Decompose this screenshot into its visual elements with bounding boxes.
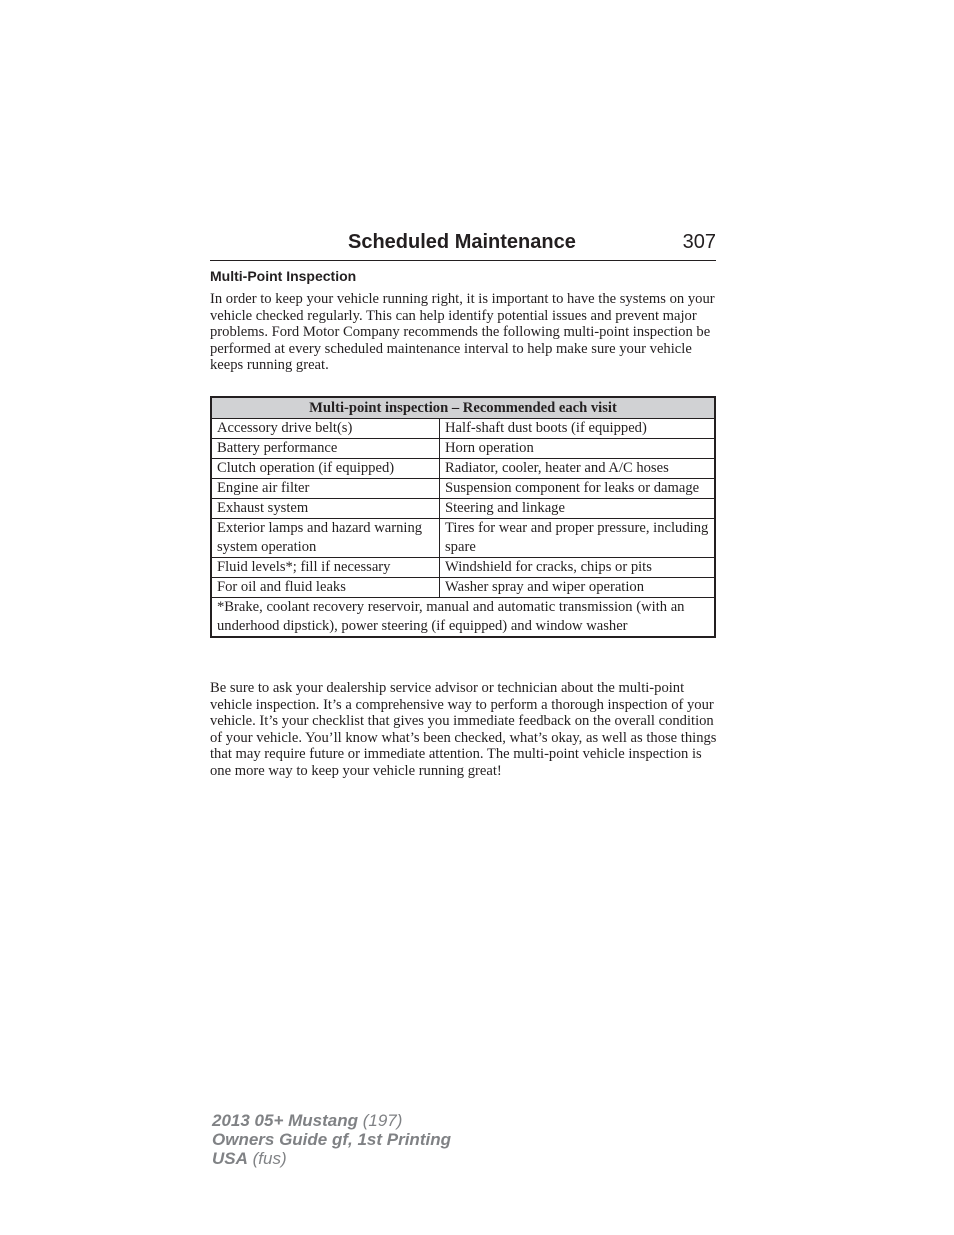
table-row — [211, 499, 715, 519]
footer-guide: Owners Guide gf, 1st Printing — [212, 1130, 451, 1149]
page-header — [210, 228, 716, 261]
table-cell: Tires for wear and proper pressure, including spare — [440, 519, 716, 558]
table-cell: Exterior lamps and hazard warning system operation — [211, 519, 440, 558]
table-cell: Accessory drive belt(s) — [211, 419, 440, 439]
footer-market: USA — [212, 1149, 248, 1168]
outro-paragraph: Be sure to ask your dealership service advisor or technician about the multi-point vehicle inspection. It’s a comprehensive way to perform a thorough inspection of your vehicle. It’s your checklist that gives you immediate feedback on the overall condition of your vehicle. You’ll know what’s been checked, what’s okay, as well as those things that may require future or immediate attention. The multi-point vehicle inspection is one more way to keep your vehicle running great! — [210, 680, 717, 779]
footer-model-code: (197) — [362, 1111, 403, 1130]
table-row — [211, 419, 715, 439]
table-cell: Half-shaft dust boots (if equipped) — [440, 419, 716, 439]
table-cell: Fluid levels*; fill if necessary — [211, 558, 440, 578]
table-cell: Washer spray and wiper operation — [440, 578, 716, 598]
footer-model: 2013 05+ Mustang — [212, 1111, 358, 1130]
table-cell: Exhaust system — [211, 499, 440, 519]
table-footnote-row — [211, 598, 715, 638]
section-heading: Multi-Point Inspection — [210, 268, 357, 284]
footer-market-code: (fus) — [252, 1149, 287, 1168]
table-cell: Steering and linkage — [440, 499, 716, 519]
table-row — [211, 459, 715, 479]
table-footnote: *Brake, coolant recovery reservoir, manual and automatic transmission (with an underhood dipstick), power steering (if equipped) and window washer — [211, 598, 715, 638]
table-cell: Radiator, cooler, heater and A/C hoses — [440, 459, 716, 479]
table-header: Multi-point inspection – Recommended each visit — [211, 397, 715, 419]
intro-paragraph: In order to keep your vehicle running right, it is important to have the systems on your vehicle checked regularly. This can help identify potential issues and prevent major problems. Ford Motor Company recommends the following multi-point inspection be performed at every scheduled maintenance interval to help make sure your vehicle keeps running great. — [210, 291, 715, 373]
footer-line-1 — [212, 1111, 451, 1130]
inspection-table — [210, 396, 716, 638]
table-cell: Horn operation — [440, 439, 716, 459]
table-cell: Engine air filter — [211, 479, 440, 499]
chapter-title: Scheduled Maintenance — [348, 231, 576, 253]
footer-line-3 — [212, 1149, 451, 1168]
table-row — [211, 578, 715, 598]
print-footer — [212, 1111, 451, 1168]
table-header-row — [211, 397, 715, 419]
table-cell: Battery performance — [211, 439, 440, 459]
table-cell: Clutch operation (if equipped) — [211, 459, 440, 479]
table-cell: Suspension component for leaks or damage — [440, 479, 716, 499]
table-cell: Windshield for cracks, chips or pits — [440, 558, 716, 578]
table-row — [211, 519, 715, 558]
table-row — [211, 479, 715, 499]
table-row — [211, 439, 715, 459]
page-number: 307 — [682, 231, 716, 253]
footer-line-2 — [212, 1130, 451, 1149]
table-cell: For oil and fluid leaks — [211, 578, 440, 598]
table-row — [211, 558, 715, 578]
